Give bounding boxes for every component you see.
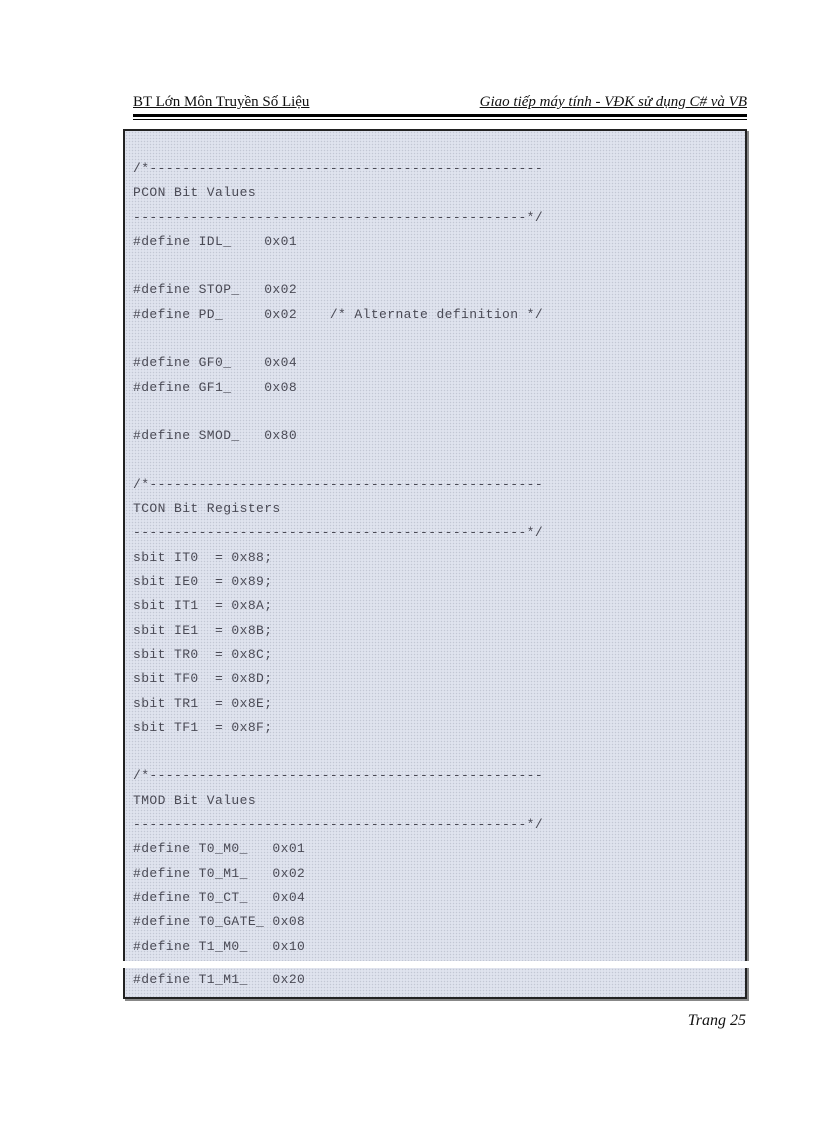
code-line: #define T0_CT_ 0x04 [133, 889, 306, 905]
header-rule-thick [133, 114, 747, 117]
code-line: #define SMOD_ 0x80 [133, 428, 298, 444]
code-line: ------------------------------------------------*/ [133, 817, 544, 833]
header-rule-thin [133, 119, 747, 120]
code-line [133, 327, 543, 351]
page-number: Trang 25 [687, 1012, 746, 1029]
code-line: #define T0_M0_ 0x01 [133, 841, 306, 857]
header-course-title: BT Lớn Môn Truyền Số Liệu [133, 94, 310, 110]
code-line: #define T1_M1_ 0x20 [133, 971, 306, 987]
code-line: sbit TR1 = 0x8E; [133, 695, 273, 711]
code-line: #define PD_ 0x02 /* Alternate definition */ [133, 306, 544, 322]
code-line: ------------------------------------------------*/ [133, 525, 544, 541]
code-line: #define IDL_ 0x01 [133, 233, 298, 249]
code-line: #define T0_M1_ 0x02 [133, 865, 306, 881]
code-line: /*------------------------------------------------ [133, 476, 544, 492]
code-line [133, 254, 543, 278]
code-line: sbit IT1 = 0x8A; [133, 598, 273, 614]
code-line: #define T1_M0_ 0x10 [133, 938, 306, 954]
code-line: #define GF0_ 0x04 [133, 355, 298, 371]
code-line: sbit IT0 = 0x88; [133, 549, 273, 565]
code-line: /*------------------------------------------------ [133, 161, 544, 176]
code-line: /*------------------------------------------------ [133, 768, 544, 784]
code-line: sbit TR0 = 0x8C; [133, 646, 273, 662]
code-line: #define STOP_ 0x02 [133, 282, 298, 298]
code-line: sbit TF0 = 0x8D; [133, 671, 273, 687]
code-line: #define T0_GATE_ 0x08 [133, 914, 306, 930]
code-listing [133, 157, 543, 992]
code-line [133, 400, 543, 424]
code-line: ------------------------------------------------*/ [133, 209, 544, 225]
header-topic-title: Giao tiếp máy tính - VĐK sử dụng C# và VB [479, 94, 747, 110]
code-line: TMOD Bit Values [133, 792, 257, 808]
code-line [133, 740, 543, 764]
code-line: sbit IE0 = 0x89; [133, 574, 273, 590]
code-line: TCON Bit Registers [133, 501, 281, 517]
code-line [133, 449, 543, 473]
code-line: #define GF1_ 0x08 [133, 379, 298, 395]
page-header [133, 94, 747, 114]
code-line: sbit IE1 = 0x8B; [133, 622, 273, 638]
code-line: PCON Bit Values [133, 185, 257, 201]
code-line: sbit TF1 = 0x8F; [133, 719, 273, 735]
